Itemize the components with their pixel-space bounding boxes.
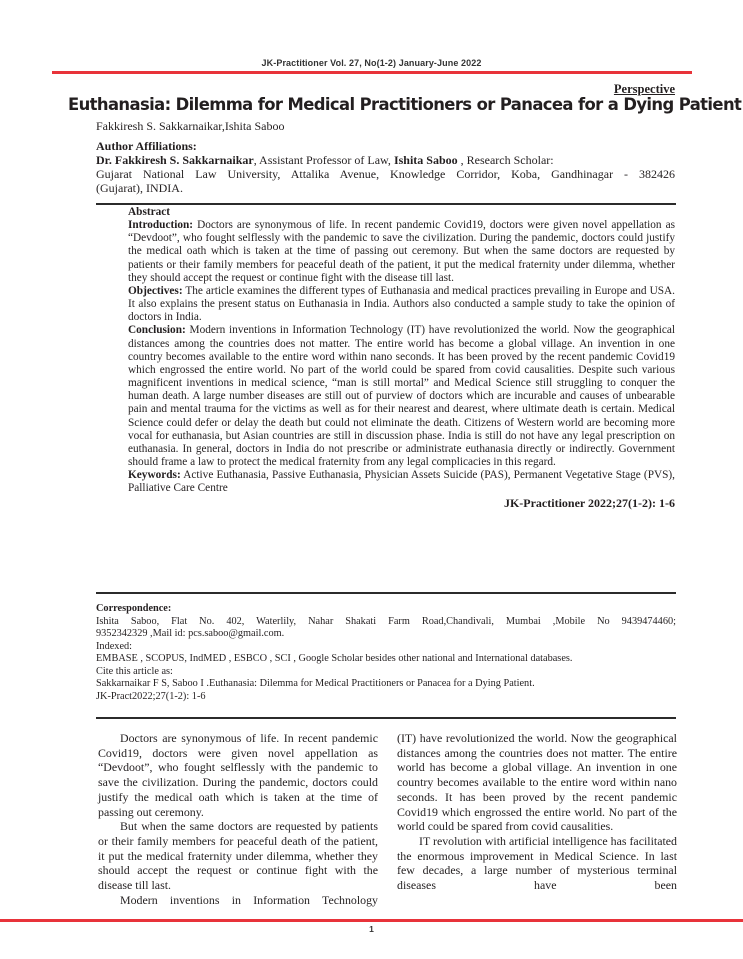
abstract-keywords bbox=[128, 469, 675, 495]
body-paragraph: IT revolution with artificial intelligence has facilitated the enormous improvement in Medical Science. In last few decades, a large number of mysterious terminal diseases have been bbox=[397, 833, 677, 893]
author1-name: Dr. Fakkiresh S. Sakkarnaikar bbox=[96, 153, 254, 167]
abstract-heading: Abstract bbox=[128, 206, 171, 218]
affiliation-address-line1: Gujarat National Law University, Attalika Avenue, Knowledge Corridor, Koba, Gandhinagar - 382426 bbox=[96, 167, 675, 181]
author-list: Fakkiresh S. Sakkarnaikar,Ishita Saboo bbox=[96, 119, 285, 133]
cite-line1: Sakkarnaikar F S, Saboo I .Euthanasia: Dilemma for Medical Practitioners or Panacea for a Dying Patient. bbox=[96, 678, 535, 689]
cite-line2: JK-Pract2022;27(1-2): 1-6 bbox=[96, 690, 206, 702]
header-red-rule bbox=[52, 71, 692, 74]
abstract-top-rule bbox=[96, 203, 676, 205]
body-paragraph: Doctors are synonymous of life. In recent pandemic Covid19, doctors were given novel appellation as “Devdoot”, who fought selflessly with the pandemic to save the civilization. During the pandemic, doctors could justify the medical oath which is taken at the time of passing out ceremony. bbox=[98, 731, 378, 819]
indexed-label: Indexed: bbox=[96, 640, 133, 652]
page-number: 1 bbox=[369, 924, 374, 934]
body-paragraph: But when the same doctors are requested by patients or their family members for peaceful death of the patient, it put the medical fraternity under dilemma, whether they should accept the request or continue fight with the disease till last. bbox=[98, 819, 378, 893]
introduction-text: Doctors are synonymous of life. In recent pandemic Covid19, doctors were given novel appellation as “Devdoot”, who fought selflessly with the pandemic to save the civilization. During the pandemic, doctors could justify the medical oath which is taken at the time of passing out ceremony. But when the same doctors are requested by patients or their family members for peaceful death of the patient, it put the medical fraternity under dilemma, whether they should accept the request or continue fight with the disease till last. bbox=[128, 219, 675, 284]
correspondence-heading: Correspondence: bbox=[96, 603, 172, 614]
introduction-label: Introduction: bbox=[128, 219, 194, 232]
footer-red-rule bbox=[0, 919, 743, 922]
body-column-left bbox=[98, 731, 378, 907]
body-paragraph: (IT) have revolutionized the world. Now the geographical distances among the countries does not matter. The entire world has become a global village. An invention in one country becomes available to the entire word within nano seconds. It has been proved by the recent pandemic Covid19 which engrossed the entire world. No part of the world could be spared from covid causalities. bbox=[397, 731, 677, 834]
objectives-text: The article examines the different types of Euthanasia and medical practices prevailing in Europe and USA. It also explains the present status on Euthanasia in India. Authors also conducted a sample study to take the opinion of doctors in India. bbox=[128, 284, 675, 324]
abstract-objectives bbox=[128, 285, 675, 324]
affiliation-address-line2: (Gujarat), INDIA. bbox=[96, 181, 183, 195]
objectives-label: Objectives: bbox=[128, 284, 183, 297]
body-column-right bbox=[397, 731, 677, 893]
conclusion-text: Modern inventions in Information Technology (IT) have revolutionized the world. Now the geographical distances among the countries does not matter. The entire world has become a global village. An invention in one country becomes available to the entire word within nano seconds. It has been proved by the recent pandemic Covid19 which engrossed the entire world. No part of the world could be spared from covid causalities. Despite such various magnificent inventions in medical science, “man is still mortal” and Medical Science still struggling to conquer the human death. A large number diseases are still out of purview of doctors which are incurable and causes of unbearable pain and mental trauma for the victims as well as for their nearest and dearest, where ultimate death is certain. Medical Science could defer or delay the death but could not eliminate the death. Citizens of Western world are becoming more vocal for euthanasia, but Asian countries are still in discussion phase. India is still do not have any legal prescription on euthanasia. In general, doctors in India do not prescribe or administrate euthanasia directly or indirectly. Government should frame a law to protect the medical fraternity from any legal complicacies in this regard. bbox=[128, 324, 675, 468]
abstract-conclusion bbox=[128, 324, 675, 469]
article-title: Euthanasia: Dilemma for Medical Practitioners or Panacea for a Dying Patient bbox=[68, 95, 742, 114]
author-affiliations bbox=[96, 139, 675, 195]
author2-name: Ishita Saboo bbox=[393, 153, 458, 167]
correspondence-line2: 9352342329 ,Mail id: pcs.saboo@gmail.com. bbox=[96, 628, 285, 639]
keywords-text: Active Euthanasia, Passive Euthanasia, Physician Assets Suicide (PAS), Permanent Vegetative Stage (PVS), Palliative Care Centre bbox=[128, 469, 675, 495]
abstract-section bbox=[128, 206, 675, 511]
author1-role: , Assistant Professor of Law, bbox=[253, 153, 394, 167]
correspondence-block bbox=[96, 603, 676, 703]
keywords-label: Keywords: bbox=[128, 469, 181, 482]
affiliations-heading: Author Affiliations: bbox=[96, 139, 197, 153]
affiliations-authors-line bbox=[96, 153, 675, 167]
abstract-introduction bbox=[128, 219, 675, 285]
body-paragraph: Modern inventions in Information Technology bbox=[120, 892, 378, 907]
citation-short: JK-Practitioner 2022;27(1-2): 1-6 bbox=[503, 496, 675, 511]
body-top-rule bbox=[96, 717, 676, 719]
conclusion-label: Conclusion: bbox=[128, 324, 186, 337]
running-head: JK-Practitioner Vol. 27, No(1-2) January-June 2022 bbox=[261, 58, 482, 68]
correspondence-line1: Ishita Saboo, Flat No. 402, Waterlily, Nahar Shakati Farm Road,Chandivali, Mumbai ,Mobile No 9439474460; bbox=[96, 615, 676, 627]
author2-role: , Research Scholar: bbox=[457, 153, 554, 167]
section-type-label: Perspective bbox=[613, 82, 675, 96]
cite-label: Cite this article as: bbox=[96, 665, 173, 677]
abstract-bottom-rule bbox=[96, 592, 676, 594]
indexed-text: EMBASE , SCOPUS, IndMED , ESBCO , SCI , Google Scholar besides other national and International databases. bbox=[96, 653, 573, 664]
